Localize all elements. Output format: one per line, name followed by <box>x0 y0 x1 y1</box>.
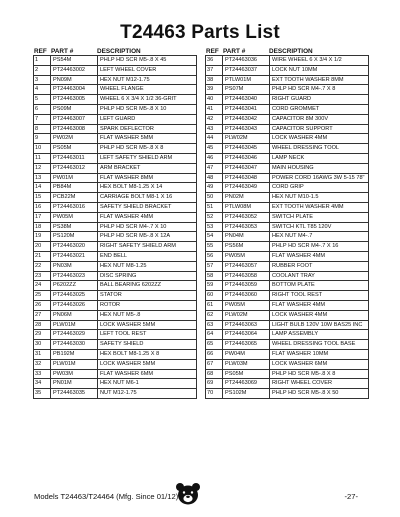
table-row <box>34 125 196 135</box>
ref-cell: 23 <box>34 272 51 281</box>
part-number-cell: PT24463057 <box>223 262 270 271</box>
description-cell: WHEEL DRESSING TOOL BASE <box>272 341 356 348</box>
bear-logo-icon <box>175 482 201 506</box>
table-row <box>34 183 196 193</box>
part-number-cell: PCB22M <box>51 193 98 202</box>
description-cell: HEX NUT M10-1.5 <box>272 194 319 201</box>
ref-cell: 21 <box>34 252 51 261</box>
ref-cell: 49 <box>206 183 223 192</box>
description-cell: MAIN HOUSING <box>272 164 314 171</box>
part-number-cell: PTLW08M <box>223 203 270 212</box>
table-row <box>34 95 196 105</box>
part-number-cell: PN03M <box>51 262 98 271</box>
table-row <box>206 125 368 135</box>
part-number-cell: PN06M <box>51 311 98 320</box>
part-number-cell: PS38M <box>51 223 98 232</box>
part-number-cell: PT24463049 <box>223 183 270 192</box>
part-number-cell: PT24463029 <box>51 330 98 339</box>
table-row <box>34 370 196 380</box>
ref-cell: 39 <box>206 85 223 94</box>
table-row <box>206 56 368 66</box>
part-header: PART # <box>51 48 74 55</box>
table-row <box>206 370 368 380</box>
description-cell: HEX BOLT M8-1.25 X 8 <box>100 350 160 357</box>
table-row <box>206 262 368 272</box>
table-row <box>34 203 196 213</box>
part-number-cell: PT24463042 <box>223 115 270 124</box>
description-cell: LAMP ASSEMBLY <box>272 331 319 338</box>
description-cell: EXT TOOTH WASHER 8MM <box>272 76 344 83</box>
description-cell: PHLP HD SCR M5-.8 X 45 <box>100 57 167 63</box>
ref-header: REF <box>206 48 219 55</box>
part-number-cell: PW05M <box>51 213 98 222</box>
table-row <box>34 301 196 311</box>
part-number-cell: PLW01M <box>51 360 98 369</box>
description-cell: WHEEL FLANGE <box>100 86 144 93</box>
description-cell: EXT TOOTH WASHER 4MM <box>272 203 344 210</box>
table-row <box>34 66 196 76</box>
ref-cell: 30 <box>34 340 51 349</box>
part-number-cell: PLW02M <box>223 134 270 143</box>
table-row <box>206 389 368 399</box>
description-cell: STATOR <box>100 292 122 299</box>
ref-cell: 24 <box>34 281 51 290</box>
description-cell: FLAT WASHER 6MM <box>100 370 154 377</box>
table-row <box>206 85 368 95</box>
description-cell: HEX NUT M12-1.75 <box>100 76 150 83</box>
part-number-cell: PN02M <box>223 193 270 202</box>
table-row <box>206 105 368 115</box>
part-number-cell: PT24463058 <box>223 272 270 281</box>
table-row <box>34 262 196 272</box>
ref-cell: 37 <box>206 66 223 75</box>
table-header <box>205 44 369 55</box>
part-number-cell: PTLW01M <box>223 76 270 85</box>
table-row <box>206 144 368 154</box>
part-number-cell: PB84M <box>51 183 98 192</box>
table-row <box>206 252 368 262</box>
ref-cell: 43 <box>206 125 223 134</box>
table-row <box>206 66 368 76</box>
ref-cell: 47 <box>206 164 223 173</box>
table-row <box>34 76 196 86</box>
table-row <box>34 242 196 252</box>
description-cell: ARM BRACKET <box>100 164 141 171</box>
page-number: -27- <box>344 492 358 501</box>
ref-cell: 28 <box>34 321 51 330</box>
ref-cell: 13 <box>34 174 51 183</box>
description-cell: PHLP HD SCR M5-.8 X 50 <box>272 390 339 397</box>
table-row <box>34 389 196 399</box>
ref-cell: 55 <box>206 242 223 251</box>
table-row <box>34 272 196 282</box>
part-number-cell: PW02M <box>51 134 98 143</box>
description-cell: HEX BOLT M8-1.25 X 14 <box>100 184 163 191</box>
table-row <box>206 379 368 389</box>
description-cell: HEX NUT M8-1.25 <box>100 262 147 269</box>
table-row <box>34 56 196 66</box>
table-row <box>34 144 196 154</box>
part-number-cell: PT24463012 <box>51 164 98 173</box>
table-row <box>34 330 196 340</box>
ref-cell: 42 <box>206 115 223 124</box>
part-number-cell: PT24463021 <box>51 252 98 261</box>
ref-cell: 52 <box>206 213 223 222</box>
part-number-cell: PT24463026 <box>51 301 98 310</box>
table-row <box>206 291 368 301</box>
ref-cell: 26 <box>34 301 51 310</box>
table-row <box>206 311 368 321</box>
table-row <box>34 291 196 301</box>
description-cell: LEFT TOOL REST <box>100 331 147 338</box>
description-cell: LOCK WASHER 4MM <box>272 135 328 142</box>
description-header: DESCRIPTION <box>97 48 141 55</box>
part-number-cell: PT24463059 <box>223 281 270 290</box>
ref-cell: 18 <box>34 223 51 232</box>
description-cell: HEX NUT M4-.7 <box>272 233 313 240</box>
ref-cell: 14 <box>34 183 51 192</box>
description-cell: SAFETY SHIELD <box>100 341 144 348</box>
description-cell: PHLP HD SCR M5-.8 X 8 <box>272 370 336 377</box>
ref-cell: 58 <box>206 272 223 281</box>
part-number-cell: PT24463023 <box>51 272 98 281</box>
description-cell: RIGHT SAFETY SHIELD ARM <box>100 243 176 250</box>
part-number-cell: PT24463020 <box>51 242 98 251</box>
table-body <box>33 55 197 399</box>
part-number-cell: PT24463069 <box>223 379 270 388</box>
description-cell: LOCK WASHER 5MM <box>100 360 156 367</box>
table-row <box>34 105 196 115</box>
description-cell: ROTOR <box>100 301 121 308</box>
ref-cell: 61 <box>206 301 223 310</box>
part-number-cell: PT24463030 <box>51 340 98 349</box>
description-cell: RIGHT GUARD <box>272 96 312 103</box>
description-cell: SAFETY SHIELD BRACKET <box>100 203 172 210</box>
part-number-cell: PT24463037 <box>223 66 270 75</box>
description-cell: LEFT WHEEL COVER <box>100 66 157 73</box>
ref-cell: 32 <box>34 360 51 369</box>
part-number-cell: PT24463008 <box>51 125 98 134</box>
part-number-cell: PT24463045 <box>223 144 270 153</box>
ref-cell: 44 <box>206 134 223 143</box>
description-cell: FLAT WASHER 4MM <box>272 252 326 259</box>
table-row <box>206 223 368 233</box>
table-header <box>33 44 197 55</box>
ref-cell: 7 <box>34 115 51 124</box>
description-cell: NUT M12-1.75 <box>100 390 137 397</box>
ref-cell: 6 <box>34 105 51 114</box>
table-row <box>206 154 368 164</box>
part-number-cell: PT24463011 <box>51 154 98 163</box>
table-row <box>206 340 368 350</box>
description-cell: SWITCH KTL T85 120V <box>272 223 332 230</box>
ref-cell: 59 <box>206 281 223 290</box>
ref-cell: 45 <box>206 144 223 153</box>
part-number-cell: PN09M <box>51 76 98 85</box>
description-cell: END BELL <box>100 252 128 259</box>
ref-cell: 33 <box>34 370 51 379</box>
description-cell: CORD GRIP <box>272 184 304 191</box>
description-cell: CAPACITOR 8M 300V <box>272 115 329 122</box>
ref-cell: 22 <box>34 262 51 271</box>
table-row <box>206 203 368 213</box>
description-cell: PHLP HD SCR M5-.8 X 12A <box>100 233 171 240</box>
table-row <box>34 350 196 360</box>
part-number-cell: PS05M <box>51 144 98 153</box>
part-number-cell: PLW02M <box>223 311 270 320</box>
part-number-cell: PT24463064 <box>223 330 270 339</box>
part-number-cell: PT24463040 <box>223 95 270 104</box>
ref-cell: 65 <box>206 340 223 349</box>
ref-cell: 16 <box>34 203 51 212</box>
table-row <box>206 164 368 174</box>
table-row <box>206 174 368 184</box>
part-number-cell: PT24463035 <box>51 389 98 398</box>
table-row <box>34 252 196 262</box>
part-number-cell: PW05M <box>223 252 270 261</box>
part-number-cell: PN04M <box>223 232 270 241</box>
part-number-cell: PS09M <box>51 105 98 114</box>
ref-cell: 46 <box>206 154 223 163</box>
table-row <box>34 232 196 242</box>
table-row <box>34 321 196 331</box>
ref-cell: 62 <box>206 311 223 320</box>
description-header: DESCRIPTION <box>269 48 313 55</box>
table-row <box>206 76 368 86</box>
part-number-cell: PT24463005 <box>51 95 98 104</box>
part-number-cell: PW03M <box>51 370 98 379</box>
part-number-cell: PS56M <box>223 242 270 251</box>
table-row <box>34 379 196 389</box>
table-row <box>206 115 368 125</box>
table-row <box>34 281 196 291</box>
ref-cell: 70 <box>206 389 223 398</box>
part-number-cell: PT24463036 <box>223 56 270 65</box>
table-row <box>206 242 368 252</box>
ref-cell: 29 <box>34 330 51 339</box>
part-number-cell: PT24463047 <box>223 164 270 173</box>
description-cell: RIGHT TOOL REST <box>272 292 323 299</box>
description-cell: LIGHT BULB 120V 10W BAS25 INC <box>272 321 363 328</box>
description-cell: CARRIAGE BOLT M8-1 X 16 <box>100 194 173 201</box>
description-cell: LAMP NECK <box>272 154 305 161</box>
description-cell: WIRE WHEEL 6 X 3/4 X 1/2 <box>272 57 342 63</box>
part-number-cell: PN01M <box>51 379 98 388</box>
description-cell: PHLP HD SCR M4-.7 X 8 <box>272 86 336 93</box>
description-cell: FLAT WASHER 5MM <box>100 135 154 142</box>
part-number-cell: PT24463063 <box>223 321 270 330</box>
ref-cell: 9 <box>34 134 51 143</box>
ref-cell: 56 <box>206 252 223 261</box>
description-cell: PHLP HD SCR M4-.7 X 10 <box>100 223 167 230</box>
description-cell: SPARK DEFLECTOR <box>100 125 154 132</box>
ref-cell: 38 <box>206 76 223 85</box>
description-cell: CORD GROMMET <box>272 105 320 112</box>
part-number-cell: PW05M <box>223 301 270 310</box>
table-row <box>34 360 196 370</box>
description-cell: PHLP HD SCR M4-.7 X 16 <box>272 243 339 250</box>
description-cell: LEFT SAFETY SHIELD ARM <box>100 154 173 161</box>
description-cell: LOCK WASHER 4MM <box>272 311 328 318</box>
part-number-cell: PT24463052 <box>223 213 270 222</box>
description-cell: SWITCH PLATE <box>272 213 313 220</box>
ref-cell: 68 <box>206 370 223 379</box>
table-row <box>34 213 196 223</box>
table-row <box>206 183 368 193</box>
ref-cell: 11 <box>34 154 51 163</box>
part-number-cell: PT24463060 <box>223 291 270 300</box>
ref-cell: 54 <box>206 232 223 241</box>
table-row <box>206 213 368 223</box>
ref-cell: 34 <box>34 379 51 388</box>
description-cell: PHLP HD SCR M5-.8 X 10 <box>100 105 167 112</box>
part-number-cell: PS54M <box>51 56 98 65</box>
ref-cell: 25 <box>34 291 51 300</box>
description-cell: RUBBER FOOT <box>272 262 313 269</box>
ref-cell: 31 <box>34 350 51 359</box>
description-cell: LOCK NUT 10MM <box>272 66 318 73</box>
ref-cell: 40 <box>206 95 223 104</box>
ref-header: REF <box>34 48 47 55</box>
table-row <box>206 321 368 331</box>
table-row <box>206 95 368 105</box>
part-number-cell: PT24463025 <box>51 291 98 300</box>
ref-cell: 41 <box>206 105 223 114</box>
part-number-cell: PT24463007 <box>51 115 98 124</box>
table-row <box>34 164 196 174</box>
ref-cell: 36 <box>206 56 223 65</box>
description-cell: FLAT WASHER 4MM <box>272 301 326 308</box>
table-row <box>34 174 196 184</box>
ref-cell: 57 <box>206 262 223 271</box>
part-number-cell: PT24463053 <box>223 223 270 232</box>
description-cell: CAPACITOR SUPPORT <box>272 125 333 132</box>
description-cell: COOLANT TRAY <box>272 272 315 279</box>
ref-cell: 27 <box>34 311 51 320</box>
part-number-cell: PS07M <box>223 85 270 94</box>
ref-cell: 51 <box>206 203 223 212</box>
table-body <box>205 55 369 399</box>
part-header: PART # <box>223 48 246 55</box>
ref-cell: 8 <box>34 125 51 134</box>
ref-cell: 4 <box>34 85 51 94</box>
ref-cell: 3 <box>34 76 51 85</box>
table-row <box>206 330 368 340</box>
part-number-cell: PT24463048 <box>223 174 270 183</box>
description-cell: RIGHT WHEEL COVER <box>272 380 332 387</box>
part-number-cell: PS120M <box>51 232 98 241</box>
part-number-cell: PT24463041 <box>223 105 270 114</box>
description-cell: POWER CORD 16AWG 3W 5-15 78" <box>272 174 365 181</box>
description-cell: FLAT WASHER 4MM <box>100 213 154 220</box>
description-cell: FLAT WASHER 8MM <box>100 174 154 181</box>
table-row <box>206 301 368 311</box>
parts-table-right <box>205 44 369 399</box>
ref-cell: 69 <box>206 379 223 388</box>
ref-cell: 66 <box>206 350 223 359</box>
table-row <box>34 223 196 233</box>
part-number-cell: PS102M <box>223 389 270 398</box>
part-number-cell: PT24463065 <box>223 340 270 349</box>
ref-cell: 1 <box>34 56 51 65</box>
table-row <box>206 350 368 360</box>
part-number-cell: PT24463043 <box>223 125 270 134</box>
parts-table-left <box>33 44 197 399</box>
table-row <box>206 232 368 242</box>
part-number-cell: PT24463046 <box>223 154 270 163</box>
table-row <box>206 272 368 282</box>
table-row <box>206 193 368 203</box>
table-row <box>34 340 196 350</box>
table-row <box>206 360 368 370</box>
part-number-cell: PT24463016 <box>51 203 98 212</box>
ref-cell: 50 <box>206 193 223 202</box>
ref-cell: 20 <box>34 242 51 251</box>
table-row <box>34 154 196 164</box>
part-number-cell: PS05M <box>223 370 270 379</box>
description-cell: LOCK WASHER 5MM <box>100 321 156 328</box>
ref-cell: 5 <box>34 95 51 104</box>
ref-cell: 35 <box>34 389 51 398</box>
ref-cell: 48 <box>206 174 223 183</box>
description-cell: FLAT WASHER 10MM <box>272 350 329 357</box>
ref-cell: 67 <box>206 360 223 369</box>
ref-cell: 17 <box>34 213 51 222</box>
table-row <box>34 134 196 144</box>
ref-cell: 2 <box>34 66 51 75</box>
description-cell: DISC SPRING <box>100 272 137 279</box>
ref-cell: 60 <box>206 291 223 300</box>
table-row <box>34 311 196 321</box>
table-row <box>34 193 196 203</box>
part-number-cell: PLW01M <box>51 321 98 330</box>
description-cell: LEFT GUARD <box>100 115 136 122</box>
part-number-cell: PB192M <box>51 350 98 359</box>
footer-models: Models T24463/T24464 (Mfg. Since 01/12) <box>34 492 179 501</box>
description-cell: PHLP HD SCR M5-.8 X 8 <box>100 145 164 152</box>
part-number-cell: PW04M <box>223 350 270 359</box>
part-number-cell: PT24463004 <box>51 85 98 94</box>
table-row <box>206 281 368 291</box>
ref-cell: 63 <box>206 321 223 330</box>
part-number-cell: PT24463002 <box>51 66 98 75</box>
page-title: T24463 Parts List <box>120 22 280 43</box>
ref-cell: 53 <box>206 223 223 232</box>
table-row <box>206 134 368 144</box>
ref-cell: 12 <box>34 164 51 173</box>
ref-cell: 15 <box>34 193 51 202</box>
table-row <box>34 115 196 125</box>
description-cell: WHEEL DRESSING TOOL <box>272 145 340 152</box>
ref-cell: 10 <box>34 144 51 153</box>
description-cell: WHEEL 6 X 3/4 X 1/2 36-GRIT <box>100 96 177 103</box>
description-cell: BOTTOM PLATE <box>272 282 315 289</box>
description-cell: LOCK WASHER 6MM <box>272 360 328 367</box>
part-number-cell: P6202ZZ <box>51 281 98 290</box>
part-number-cell: PLW03M <box>223 360 270 369</box>
ref-cell: 64 <box>206 330 223 339</box>
ref-cell: 19 <box>34 232 51 241</box>
table-row <box>34 85 196 95</box>
description-cell: HEX NUT M5-.8 <box>100 311 141 318</box>
part-number-cell: PW01M <box>51 174 98 183</box>
description-cell: HEX NUT M6-1 <box>100 380 139 387</box>
description-cell: BALL BEARING 6202ZZ <box>100 282 162 289</box>
